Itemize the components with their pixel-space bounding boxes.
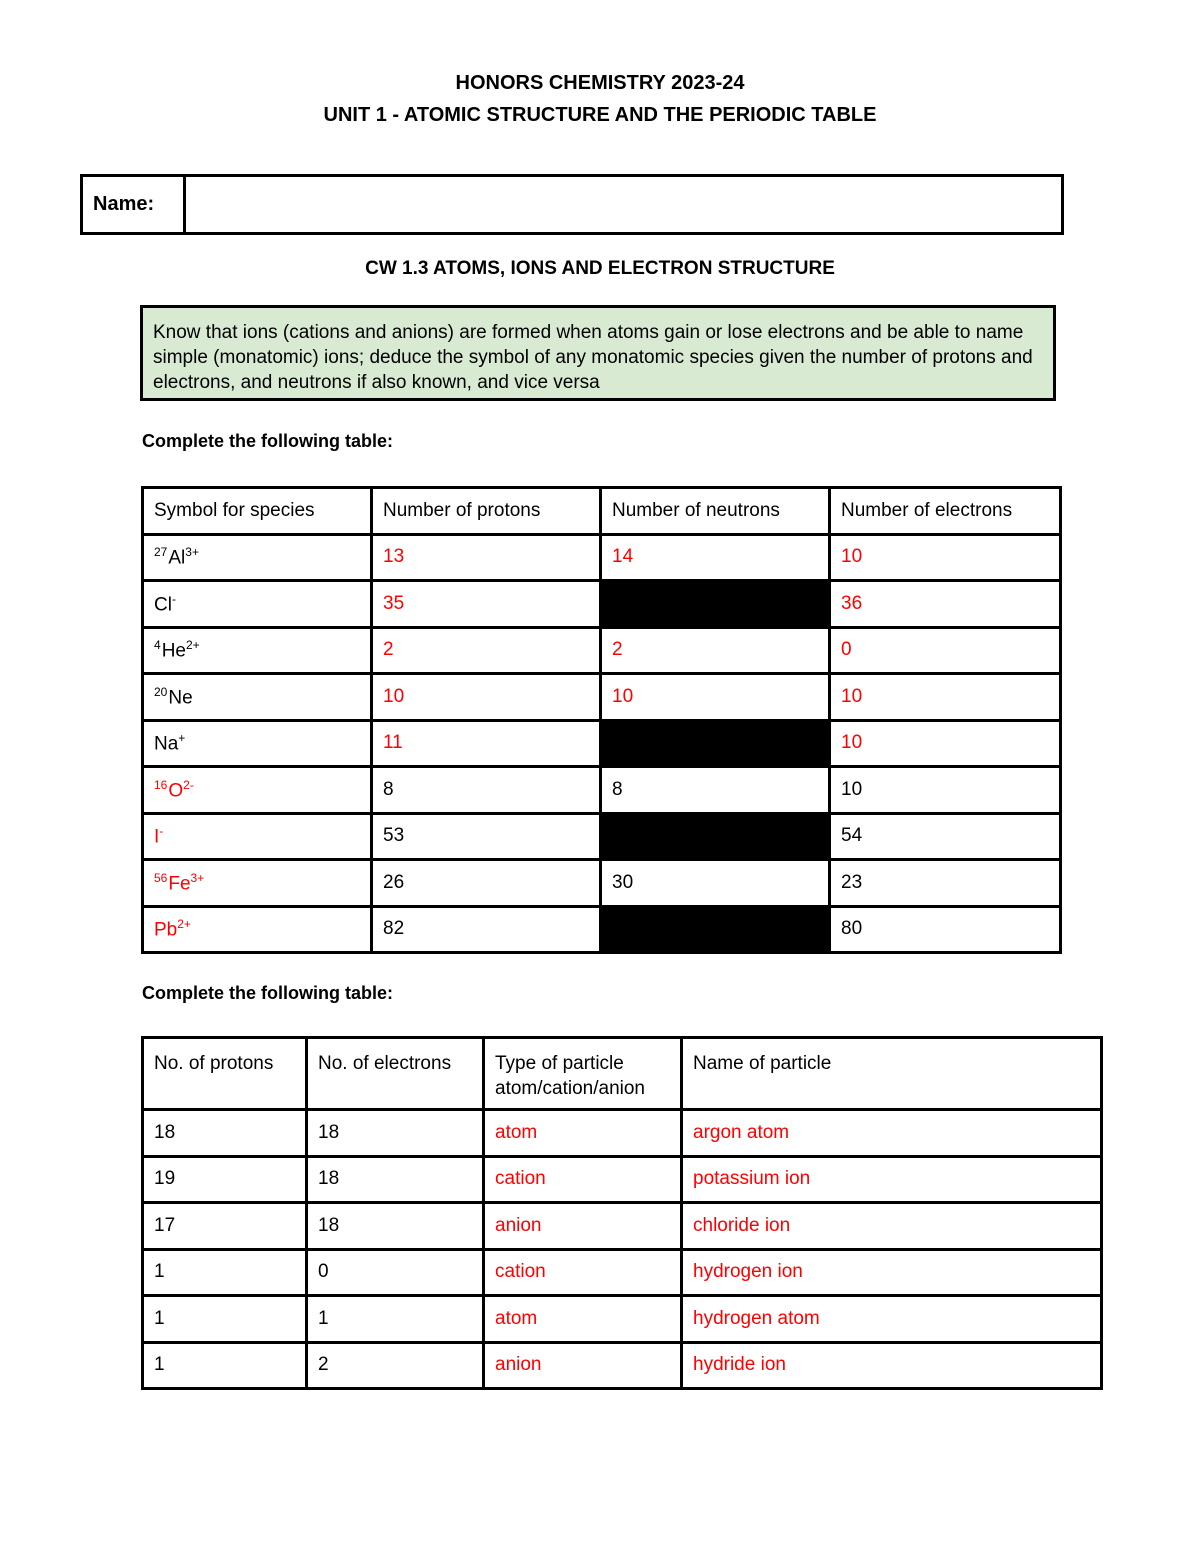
particle-name-cell[interactable]: potassium ion [682, 1156, 1102, 1203]
table-row [143, 1203, 1102, 1250]
electrons-cell[interactable]: 10 [830, 720, 1061, 767]
table-row [143, 674, 1061, 721]
protons-cell: 18 [143, 1110, 307, 1157]
protons-cell[interactable]: 10 [372, 674, 601, 721]
electrons-cell: 2 [307, 1342, 484, 1389]
species-symbol[interactable]: $^{56}Fe^{3+}$ [143, 860, 372, 907]
name-label: Name: [83, 177, 186, 232]
electrons-cell: 18 [307, 1203, 484, 1250]
species-symbol: $^4He^{2+}$ [143, 627, 372, 674]
species-symbol[interactable]: I- [143, 813, 372, 860]
neutrons-cell: 8 [601, 767, 830, 814]
table-header-row [143, 488, 1061, 535]
protons-cell: 17 [143, 1203, 307, 1250]
particle-type-cell[interactable]: anion [484, 1203, 682, 1250]
electrons-cell: 10 [830, 767, 1061, 814]
species-symbol: $^{20}$Ne [143, 674, 372, 721]
protons-cell: 1 [143, 1296, 307, 1343]
protons-cell[interactable]: 2 [372, 627, 601, 674]
instruction-2: Complete the following table: [142, 983, 393, 1003]
electrons-cell: 1 [307, 1296, 484, 1343]
neutrons-cell: 30 [601, 860, 830, 907]
electrons-cell: 0 [307, 1249, 484, 1296]
particle-name-cell[interactable]: argon atom [682, 1110, 1102, 1157]
table-row [143, 720, 1061, 767]
instruction-1: Complete the following table: [142, 431, 393, 451]
electrons-cell: 18 [307, 1156, 484, 1203]
species-table [141, 486, 1062, 954]
table-row [143, 860, 1061, 907]
electrons-cell[interactable]: 36 [830, 581, 1061, 628]
species-symbol[interactable]: $Pb^{2+}$ [143, 906, 372, 953]
particle-type-cell[interactable]: cation [484, 1249, 682, 1296]
protons-cell: 8 [372, 767, 601, 814]
particle-name-cell[interactable]: hydrogen atom [682, 1296, 1102, 1343]
header-cell: No. of protons [143, 1038, 307, 1110]
blacked-out-cell [601, 720, 830, 767]
protons-cell[interactable]: 35 [372, 581, 601, 628]
electrons-cell: 54 [830, 813, 1061, 860]
protons-cell[interactable]: 13 [372, 534, 601, 581]
particle-name-cell[interactable]: hydrogen ion [682, 1249, 1102, 1296]
species-symbol: Na+ [143, 720, 372, 767]
protons-cell: 19 [143, 1156, 307, 1203]
table-row [143, 1110, 1102, 1157]
table-row [143, 581, 1061, 628]
particle-table [141, 1036, 1103, 1390]
protons-cell: 82 [372, 906, 601, 953]
header-cell: Symbol for species [143, 488, 372, 535]
header-cell: Number of neutrons [601, 488, 830, 535]
name-box [80, 174, 1064, 235]
neutrons-cell[interactable]: 10 [601, 674, 830, 721]
table-row [143, 627, 1061, 674]
protons-cell: 1 [143, 1342, 307, 1389]
blacked-out-cell [601, 906, 830, 953]
table-row [143, 1156, 1102, 1203]
table-row [143, 1249, 1102, 1296]
table-row [143, 767, 1061, 814]
unit-title: UNIT 1 - ATOMIC STRUCTURE AND THE PERIODIC TABLE [323, 104, 877, 126]
species-symbol[interactable]: $^{16}O^{2-}$ [143, 767, 372, 814]
protons-cell[interactable]: 11 [372, 720, 601, 767]
header-cell: No. of electrons [307, 1038, 484, 1110]
protons-cell: 1 [143, 1249, 307, 1296]
blacked-out-cell [601, 813, 830, 860]
table-row [143, 1342, 1102, 1389]
table-header-row [143, 1038, 1102, 1110]
neutrons-cell[interactable]: 2 [601, 627, 830, 674]
header-cell: Type of particle atom/cation/anion [484, 1038, 682, 1110]
particle-name-cell[interactable]: chloride ion [682, 1203, 1102, 1250]
particle-type-cell[interactable]: atom [484, 1110, 682, 1157]
worksheet-title: CW 1.3 ATOMS, IONS AND ELECTRON STRUCTURE [365, 258, 835, 279]
header-cell: Number of protons [372, 488, 601, 535]
learning-objective: Know that ions (cations and anions) are formed when atoms gain or lose electrons and be able to name simple (monatomic) ions; deduce the symbol of any monatomic species given the number of protons and electrons, and neutrons if also known, and vice versa [140, 305, 1056, 401]
protons-cell: 53 [372, 813, 601, 860]
table-row [143, 813, 1061, 860]
species-symbol: $^{27}Al^{3+}$ [143, 534, 372, 581]
table-row [143, 906, 1061, 953]
name-field[interactable] [186, 177, 1061, 232]
electrons-cell: 18 [307, 1110, 484, 1157]
protons-cell: 26 [372, 860, 601, 907]
particle-type-cell[interactable]: cation [484, 1156, 682, 1203]
table-row [143, 1296, 1102, 1343]
species-symbol: Cl- [143, 581, 372, 628]
header-cell: Number of electrons [830, 488, 1061, 535]
blacked-out-cell [601, 581, 830, 628]
particle-type-cell[interactable]: anion [484, 1342, 682, 1389]
neutrons-cell[interactable]: 14 [601, 534, 830, 581]
electrons-cell: 80 [830, 906, 1061, 953]
electrons-cell[interactable]: 10 [830, 674, 1061, 721]
table-row [143, 534, 1061, 581]
electrons-cell[interactable]: 0 [830, 627, 1061, 674]
electrons-cell: 23 [830, 860, 1061, 907]
particle-name-cell[interactable]: hydride ion [682, 1342, 1102, 1389]
document-title: HONORS CHEMISTRY 2023-24 [455, 72, 745, 94]
particle-type-cell[interactable]: atom [484, 1296, 682, 1343]
header-cell: Name of particle [682, 1038, 1102, 1110]
electrons-cell[interactable]: 10 [830, 534, 1061, 581]
